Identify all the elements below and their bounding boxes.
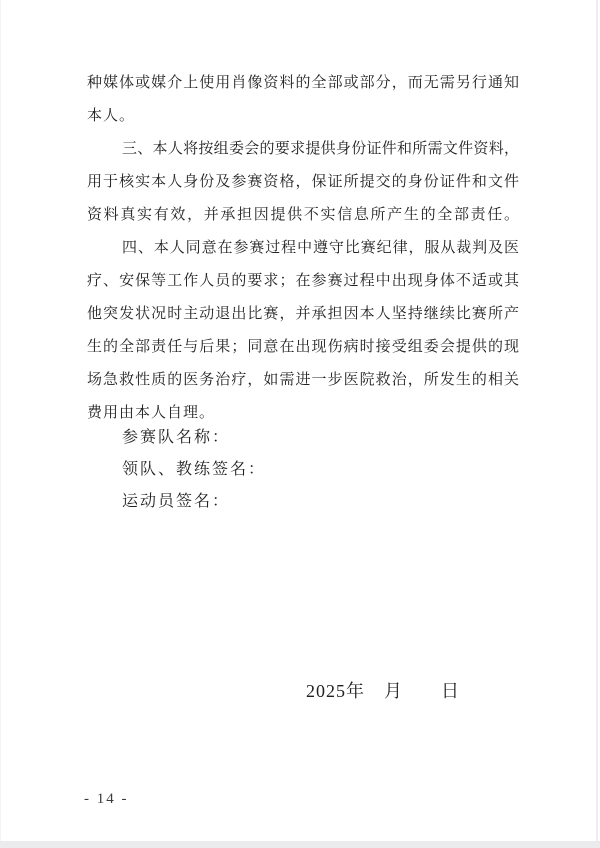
signature-block: [87, 422, 519, 518]
date-line: 2025年 月 日: [306, 681, 460, 701]
body-line: 种媒体或媒介上使用肖像资料的全部或部分，而无需另行通知: [87, 75, 519, 91]
page-number: - 14 -: [84, 791, 129, 807]
scan-edge-right: [596, 0, 598, 848]
scan-edge-left: [0, 0, 1, 848]
signature-line: 参赛队名称：: [122, 429, 231, 446]
body-line: 费用由本人自理。: [87, 405, 216, 421]
agreement-text: [87, 67, 519, 430]
signature-line: 运动员签名：: [122, 493, 231, 510]
body-line: 用于核实本人身份及参赛资格，保证所提交的身份证件和文件: [87, 174, 519, 190]
body-line: 生的全部责任与后果；同意在出现伤病时接受组委会提供的现: [87, 339, 519, 355]
body-line: 场急救性质的医务治疗，如需进一步医院救治，所发生的相关: [87, 372, 519, 388]
body-line: 四、本人同意在参赛过程中遵守比赛纪律，服从裁判及医: [122, 240, 519, 256]
body-line: 三、本人将按组委会的要求提供身份证件和所需文件资料，: [122, 141, 519, 157]
body-line: 本人。: [87, 108, 136, 124]
body-line: 资料真实有效，并承担因提供不实信息所产生的全部责任。: [87, 207, 519, 223]
document-body: [87, 67, 519, 704]
body-line: 他突发状况时主动退出比赛，并承担因本人坚持继续比赛所产: [87, 306, 519, 322]
body-line: 疗、安保等工作人员的要求；在参赛过程中出现身体不适或其: [87, 273, 519, 289]
signature-line: 领队、教练签名：: [122, 461, 267, 478]
scan-edge-bottom: [0, 841, 600, 848]
